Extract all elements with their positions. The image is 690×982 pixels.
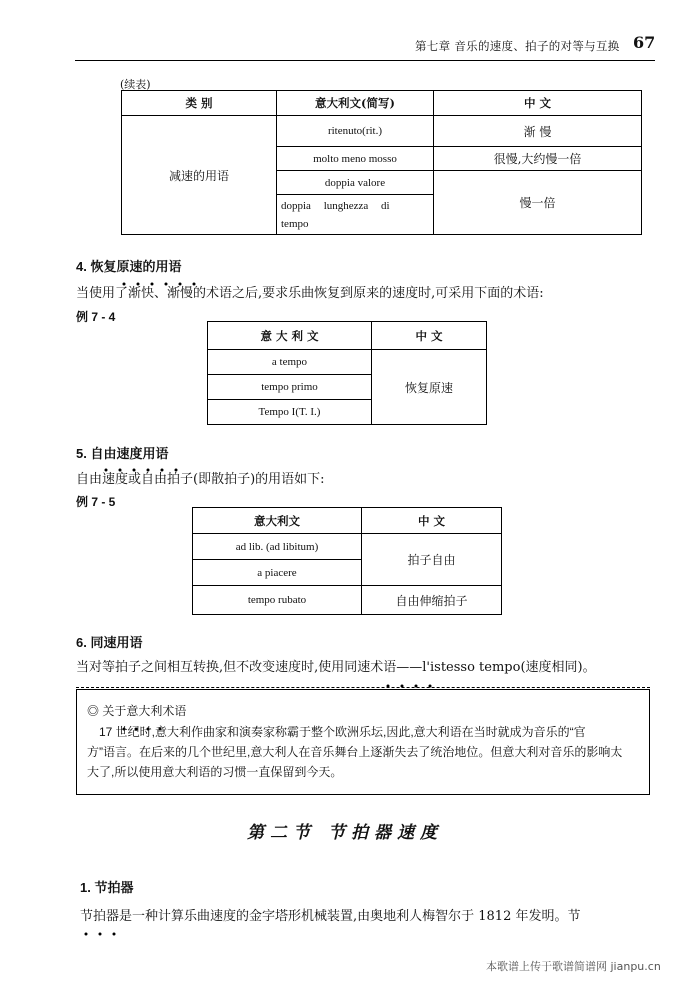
section-6-text: 当对等拍子之间相互转换,但不改变速度时,使用同速术语——l'istesso tempo(速度相同)。 <box>76 660 596 675</box>
note-line-2: 方”语言。在后来的几个世纪里,意大利人在音乐舞台上逐渐失去了统治地位。但意大利对音乐的影响太 <box>87 745 623 759</box>
italian-cell: Tempo I(T. I.) <box>208 400 372 425</box>
example-7-4-label: 例 7 - 4 <box>76 310 116 324</box>
table-row <box>208 350 487 375</box>
italian-cell: molto meno mosso <box>277 147 434 171</box>
italian-cell: ritenuto(rit.) <box>277 116 434 147</box>
chinese-cell: 恢复原速 <box>372 350 487 425</box>
italian-cell: tempo primo <box>208 375 372 400</box>
header-italian: 意大利文(简写) <box>277 91 434 116</box>
header-chinese: 中 文 <box>372 322 487 350</box>
table-header-row <box>193 508 502 534</box>
chinese-cell: 拍子自由 <box>362 534 502 586</box>
table-header-row <box>122 91 642 116</box>
italian-cell: doppia lunghezza di tempo <box>277 195 434 235</box>
section-5-title: 5. 自由速度用语 <box>76 446 169 461</box>
section-5-text: 自由速度或自由拍子(即散拍子)的用语如下: <box>76 472 325 487</box>
emphasis-dots <box>382 674 462 680</box>
free-tempo-table <box>192 507 502 615</box>
header-chinese: 中 文 <box>434 91 642 116</box>
chinese-cell: 自由伸缩拍子 <box>362 586 502 615</box>
watermark-footer: 本歌谱上传于歌谱简谱网 jianpu.cn <box>486 960 661 973</box>
section-4-text: 当使用了渐快、渐慢的术语之后,要求乐曲恢复到原来的速度时,可采用下面的术语: <box>76 286 544 301</box>
example-7-5-label: 例 7 - 5 <box>76 495 116 509</box>
section-4-title: 4. 恢复原速的用语 <box>76 259 182 274</box>
note-line-3: 大了,所以使用意大利语的习惯一直保留到今天。 <box>87 765 343 779</box>
table-row <box>193 534 502 560</box>
deceleration-terms-table <box>121 90 642 235</box>
subsection-1-text: 节拍器是一种计算乐曲速度的金字塔形机械装置,由奥地利人梅智尔于 1812 年发明。节 <box>80 909 581 924</box>
header-chinese: 中 文 <box>362 508 502 534</box>
continued-label: (续表) <box>120 78 151 91</box>
header-italian: 意大利文 <box>193 508 362 534</box>
chinese-cell: 慢一倍 <box>434 171 642 235</box>
header-italian: 意 大 利 文 <box>208 322 372 350</box>
restore-tempo-table <box>207 321 487 425</box>
table-header-row <box>208 322 487 350</box>
category-cell: 减速的用语 <box>122 116 277 235</box>
running-header: 第七章 音乐的速度、拍子的对等与互换 <box>415 39 620 53</box>
italian-cell: tempo rubato <box>193 586 362 615</box>
header-rule <box>75 60 655 61</box>
emphasis-dots <box>76 458 196 464</box>
note-top-rule <box>76 687 650 688</box>
italian-cell: doppia valore <box>277 171 434 195</box>
subsection-1-title: 1. 节拍器 <box>80 880 134 895</box>
section-6-title: 6. 同速用语 <box>76 635 143 650</box>
note-title: ◎ 关于意大利术语 <box>87 704 187 718</box>
section-heading: 第二节 节拍器速度 <box>247 823 443 843</box>
italian-cell: a tempo <box>208 350 372 375</box>
header-category: 类 别 <box>122 91 277 116</box>
note-line-1: 17 世纪时,意大利作曲家和演奏家称霸于整个欧洲乐坛,因此,意大利语在当时就成为音乐的“官 <box>99 725 586 739</box>
italian-cell: a piacere <box>193 560 362 586</box>
emphasis-dots <box>80 922 130 928</box>
italian-cell: ad lib. (ad libitum) <box>193 534 362 560</box>
chinese-cell: 渐 慢 <box>434 116 642 147</box>
chinese-cell: 很慢,大约慢一倍 <box>434 147 642 171</box>
table-row <box>122 116 642 147</box>
page-number: 67 <box>633 33 656 52</box>
emphasis-dots <box>92 272 202 278</box>
table-row <box>193 586 502 615</box>
